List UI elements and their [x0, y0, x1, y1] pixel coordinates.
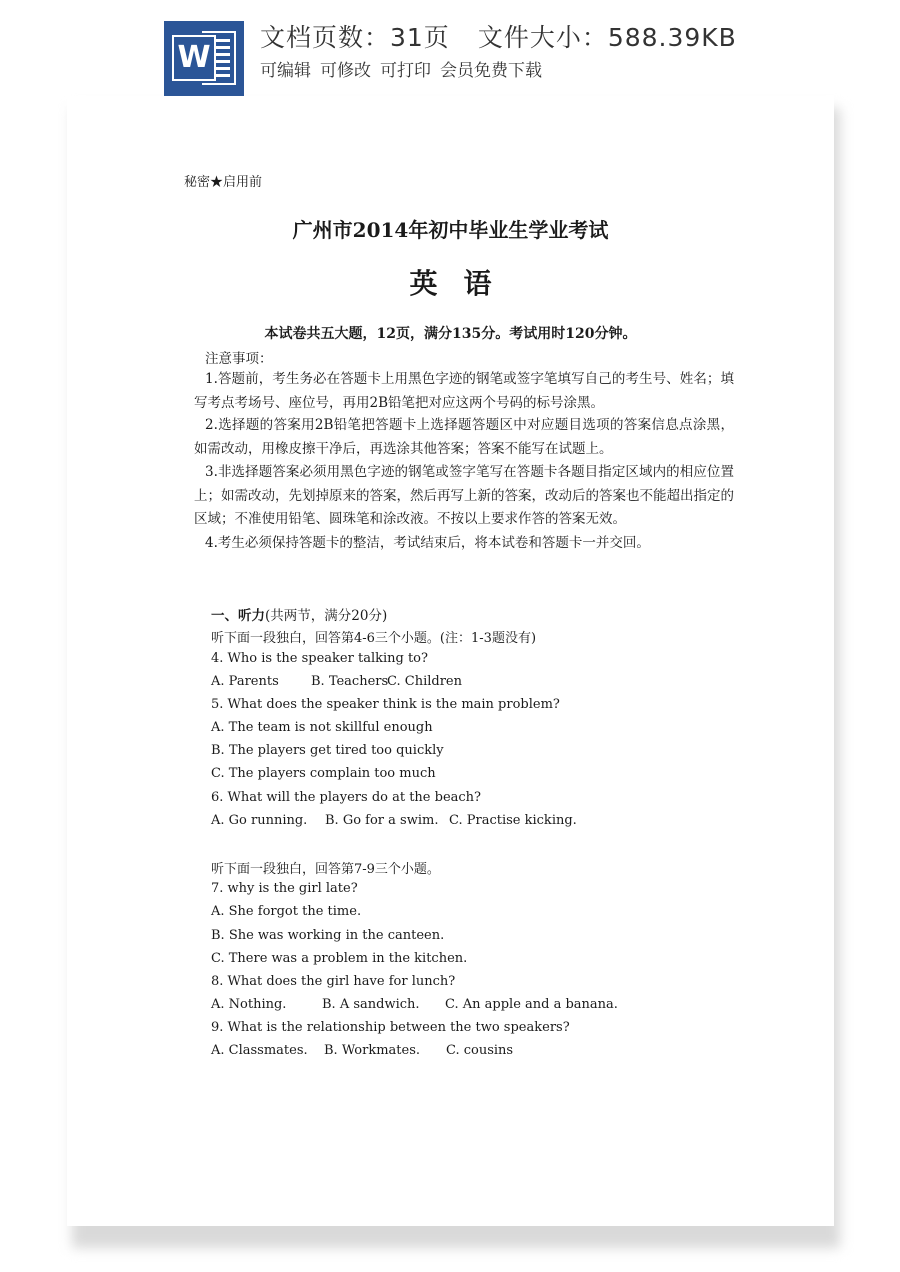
option: C. Children [387, 674, 462, 689]
option: A. She forgot the time. [211, 904, 362, 919]
question-9: 9. What is the relationship between the two speakers? [211, 1020, 570, 1035]
option: B. The players get tired too quickly [211, 743, 444, 758]
part-intro: 听下面一段独白，回答第4-6三个小题。(注：1-3题没有) [211, 631, 537, 646]
option: B. A sandwich. [322, 997, 420, 1012]
tag-editable: 可编辑 [260, 61, 311, 81]
question-6-options [211, 813, 577, 828]
exam-title: 广州市2014年初中毕业生学业考试 [292, 218, 609, 242]
tag-printable: 可打印 [380, 61, 431, 81]
question-4-options [211, 674, 462, 689]
option: B. She was working in the canteen. [211, 928, 445, 943]
question-5: 5. What does the speaker think is the main problem? [211, 697, 560, 712]
file-size-label: 文件大小：588.39KB [477, 23, 737, 52]
section-note: (共两节，满分20分) [265, 608, 388, 624]
question-6: 6. What will the players do at the beach? [211, 790, 482, 805]
question-8-options [211, 997, 618, 1012]
option: A. Go running. [211, 813, 308, 828]
option: A. The team is not skillful enough [211, 720, 433, 735]
confidential-mark: 秘密★启用前 [184, 175, 263, 190]
option: A. Parents [211, 674, 279, 689]
question-7: 7. why is the girl late? [211, 881, 358, 896]
section-title [211, 604, 387, 624]
file-meta [260, 18, 737, 54]
option: A. Nothing. [211, 997, 287, 1012]
document-page [67, 96, 834, 1226]
page-count-label: 文档页数：31页 [260, 23, 450, 52]
option: B. Teachers [311, 674, 389, 689]
download-banner [0, 0, 900, 100]
option: B. Go for a swim. [325, 813, 439, 828]
option: C. There was a problem in the kitchen. [211, 951, 468, 966]
option: C. An apple and a banana. [445, 997, 618, 1012]
note-item: 3.非选择题答案必须用黑色字迹的钢笔或签字笔写在答题卡各题目指定区域内的相应位置上；如需改动，先划掉原来的答案，然后再写上新的答案，改动后的答案也不能超出指定的区域；不准使用铅笔、圆珠笔和涂改液。不按以上要求作答的答案无效。 [194, 464, 734, 527]
option: A. Classmates. [211, 1043, 308, 1058]
option: C. cousins [446, 1043, 514, 1058]
tag-modifiable: 可修改 [320, 61, 371, 81]
question-9-options [211, 1043, 513, 1058]
word-logo-letter: W [172, 35, 216, 81]
option: C. Practise kicking. [449, 813, 577, 828]
part-intro: 听下面一段独白，回答第7-9三个小题。 [211, 862, 440, 877]
feature-tags [260, 56, 551, 81]
question-4: 4. Who is the speaker talking to? [211, 651, 428, 666]
option: C. The players complain too much [211, 766, 436, 781]
note-item: 4.考生必须保持答题卡的整洁，考试结束后，将本试卷和答题卡一并交回。 [205, 535, 650, 551]
note-item: 1.答题前，考生务必在答题卡上用黑色字迹的钢笔或签字笔填写自己的考生号、姓名；填写考点考场号、座位号，再用2B铅笔把对应这两个号码的标号涂黑。 [194, 371, 734, 411]
exam-summary: 本试卷共五大题，12页，满分135分。考试用时120分钟。 [264, 326, 637, 342]
note-item: 2.选择题的答案用2B铅笔把答题卡上选择题答题区中对应题目选项的答案信息点涂黑，如需改动，用橡皮擦干净后，再选涂其他答案；答案不能写在试题上。 [194, 417, 734, 457]
tag-member-download: 会员免费下载 [440, 61, 542, 81]
subject-title: 英语 [409, 267, 518, 300]
question-8: 8. What does the girl have for lunch? [211, 974, 456, 989]
option: B. Workmates. [324, 1043, 421, 1058]
section-heading: 一、听力 [211, 608, 265, 624]
word-document-icon [164, 21, 244, 96]
notes-heading: 注意事项： [205, 351, 273, 367]
